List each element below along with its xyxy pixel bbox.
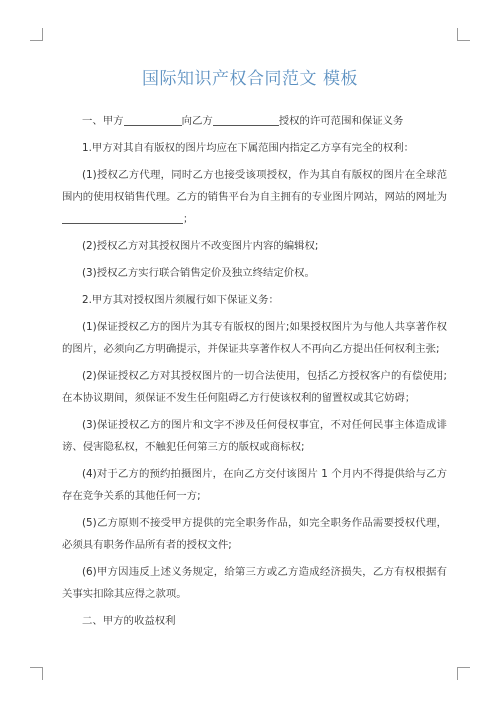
party-a-blank[interactable] [124, 113, 182, 126]
clause-2-item-5: (5)乙方原则不接受甲方提供的完全职务作品，如完全职务作品需要授权代理，必须具有职务作品所有者的授权文件; [62, 517, 447, 551]
crop-mark-bottom-left [30, 667, 43, 680]
section-1-text-b: 向乙方 [181, 115, 213, 127]
clause-1-item-1-text: (1)授权乙方代理，同时乙方也接受该项授权，作为其自有版权的图片在全球范围内的使用权销售代理。乙方的销售平台为自主拥有的专业图片网站，网站的网址为 [62, 169, 447, 203]
section-1-text-c: 授权的许可范围和保证义务 [278, 115, 404, 127]
clause-2-item-1: (1)保证授权乙方的图片为其专有版权的图片;如果授权图片为与他人共享著作权的图片，必须向乙方明确提示，并保证共享著作权人不再向乙方提出任何权利主张; [62, 321, 447, 355]
clause-2-item-3: (3)保证授权乙方的图片和文字不涉及任何侵权事宜，不对任何民事主体造成诽谤、侵害隐私权，不触犯任何第三方的版权或商标权; [62, 419, 447, 453]
section-heading-2: 二、甲方的收益权利 [82, 615, 176, 627]
clause-2: 2.甲方其对授权图片须履行如下保证义务： [82, 294, 279, 306]
website-url-blank-a[interactable] [62, 211, 78, 224]
document-title: 国际知识产权合同范文 模板 [142, 69, 358, 89]
section-heading-1 [62, 110, 447, 132]
document-body [62, 110, 447, 632]
clause-1-item-3: (3)授权乙方实行联合销售定价及独立终结定价权。 [82, 267, 315, 279]
clause-2-item-2: (2)保证授权乙方对其授权图片的一切合法使用，包括乙方授权客户的有偿使用;在本协议期间，须保证不发生任何阻碍乙方行使该权利的留置权或其它妨碍； [62, 370, 447, 404]
clause-1-item-1-end: ； [183, 213, 194, 225]
party-b-blank[interactable] [213, 113, 279, 126]
clause-2-item-6: (6)甲方因违反上述义务规定，给第三方或乙方造成经济损失，乙方有权根据有关事实扣除其应得之款项。 [62, 566, 447, 600]
crop-mark-top-right [457, 28, 470, 41]
clause-2-item-4: (4)对于乙方的预约拍摄图片，在向乙方交付该图片 1 个月内不得提供给与乙方存在竞争关系的其他任何一方; [62, 468, 447, 502]
crop-mark-bottom-right [457, 667, 470, 680]
clause-1: 1.甲方对其自有版权的图片均应在下属范围内指定乙方享有完全的权利： [82, 142, 415, 154]
crop-mark-top-left [30, 28, 43, 41]
clause-1-item-1 [62, 164, 447, 230]
clause-1-item-2: (2)授权乙方对其授权图片不改变图片内容的编辑权; [82, 240, 319, 252]
section-1-text-a: 一、甲方 [82, 115, 124, 127]
website-url-blank-b[interactable] [78, 211, 183, 224]
